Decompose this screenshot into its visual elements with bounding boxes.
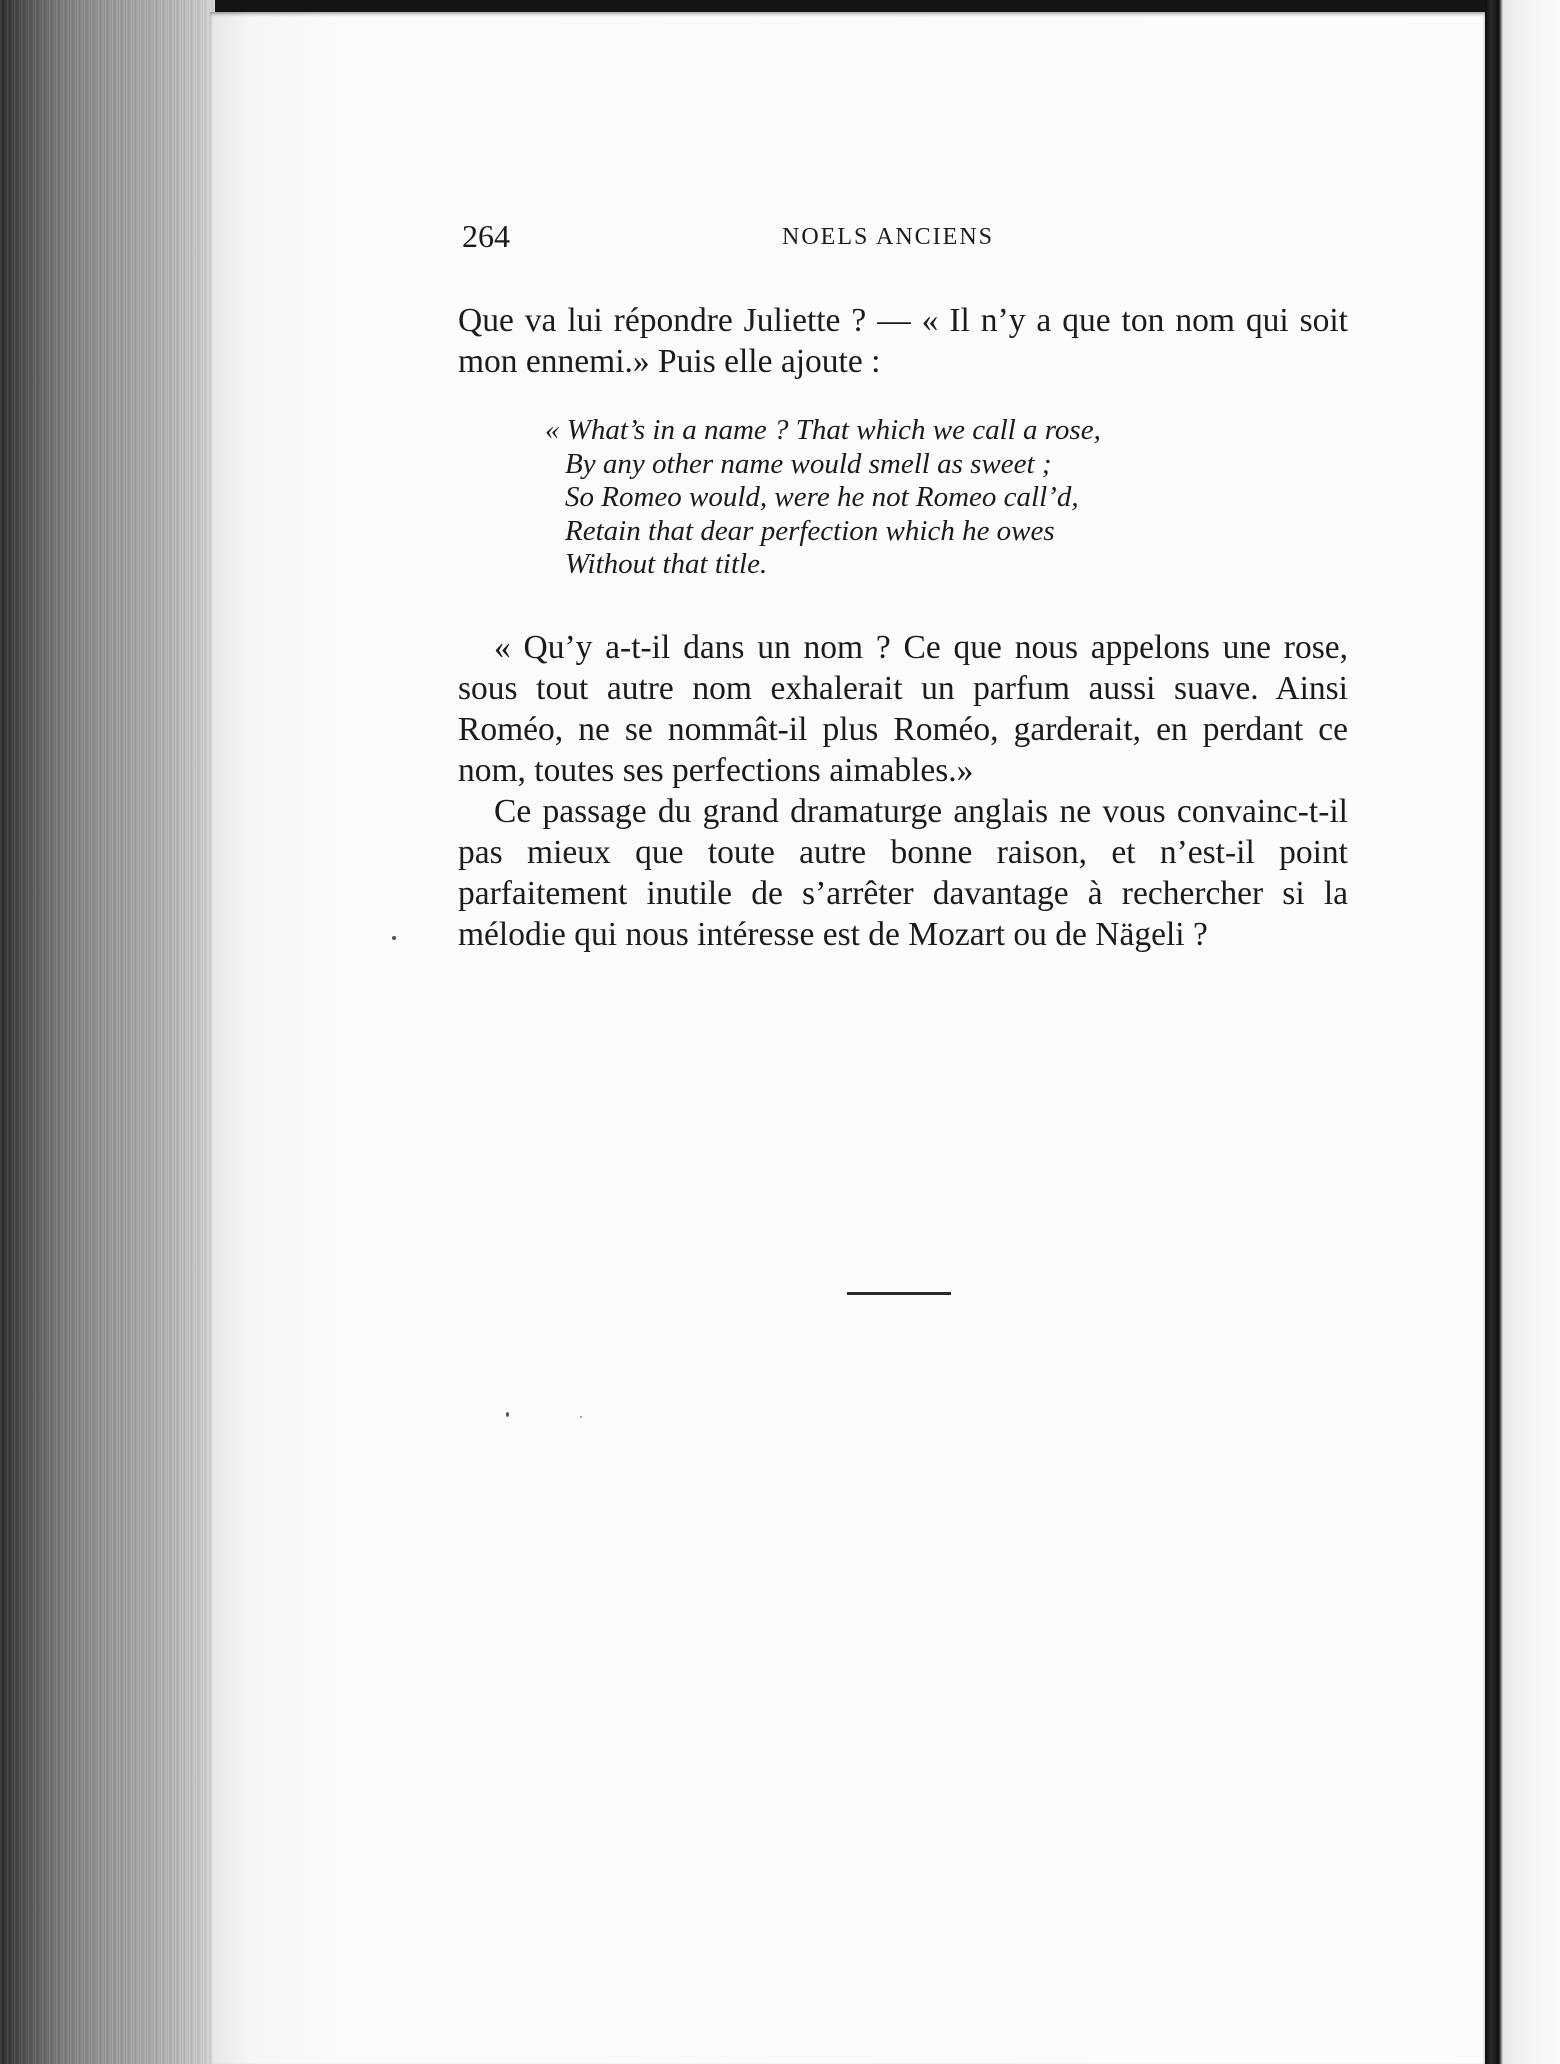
facing-page-gutter <box>1485 0 1560 2064</box>
paragraph-conclusion: Ce passage du grand dramaturge anglais ne vous convainc-t-il pas mieux que toute autre bonne raison, et n’est-il point parfaitement inutile de s’arrêter davantage à rechercher si la mélodie qui nous intéresse est de Mozart ou de Nägeli ? <box>458 793 1348 953</box>
verse-line: « What’s in a name ? That which we call a rose, <box>545 414 1101 446</box>
page-number: 264 <box>462 218 510 254</box>
running-head <box>462 218 1342 258</box>
paragraph-translation: « Qu’y a-t-il dans un nom ? Ce que nous appelons une rose, sous tout autre nom exhalerait un parfum aussi suave. Ainsi Roméo, ne se nommât-il plus Roméo, garderait, en perdant ce nom, toutes ses perfections aimables.» <box>458 629 1348 789</box>
ink-speck <box>392 936 396 940</box>
verse-line: By any other name would smell as sweet ; <box>565 447 1052 480</box>
running-title: NOELS ANCIENS <box>782 224 995 250</box>
verse-line: So Romeo would, were he not Romeo call’d, <box>565 481 1079 513</box>
paragraph-juliette: Que va lui répondre Juliette ? — « Il n’y a que ton nom qui soit mon ennemi.» Puis elle ajoute : <box>458 302 1348 380</box>
ink-speck <box>580 1416 582 1418</box>
verse-line: Retain that dear perfection which he owes <box>565 514 1055 547</box>
ink-speck <box>506 1412 509 1417</box>
end-of-chapter-rule <box>847 1292 951 1295</box>
book-page-edges <box>0 0 215 2064</box>
shakespeare-quote <box>545 414 1285 582</box>
verse-line: Without that title. <box>565 548 768 580</box>
